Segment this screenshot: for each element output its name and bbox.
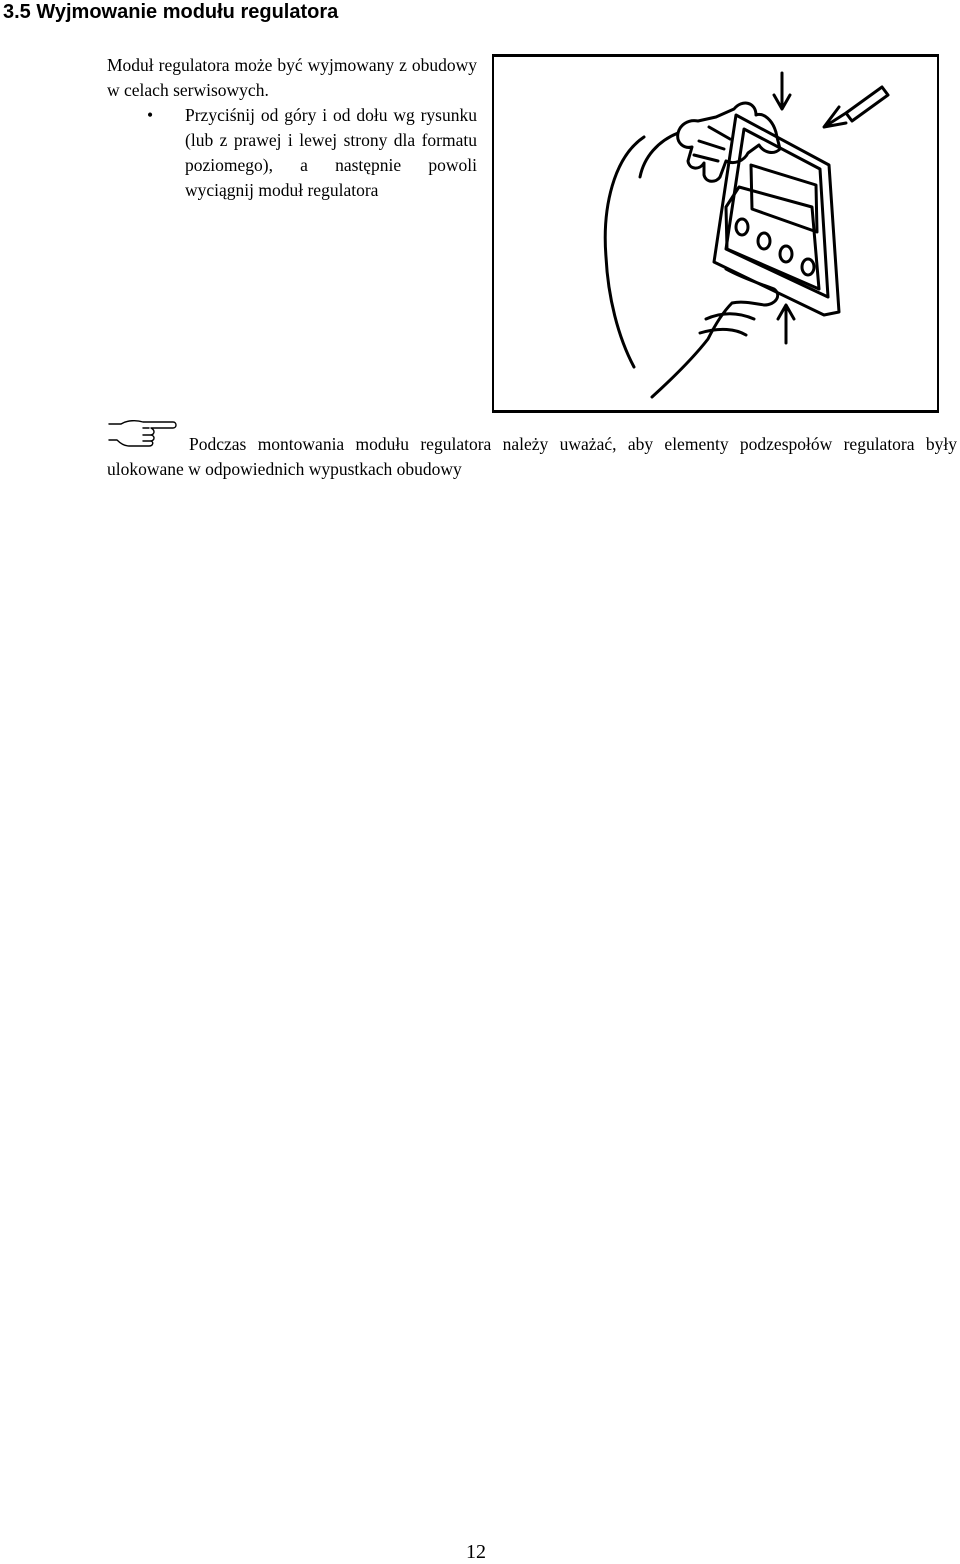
bullet-dot: • bbox=[147, 105, 154, 125]
arrow-diagonal bbox=[824, 87, 888, 127]
upper-hand-wrist bbox=[605, 133, 678, 367]
intro-paragraph: Moduł regulatora może być wyjmowany z obudowy w celach serwisowych. bbox=[107, 55, 477, 100]
button-4 bbox=[802, 259, 814, 275]
arrow-top bbox=[774, 73, 790, 109]
upper-hand-finger-lines bbox=[694, 127, 730, 161]
lower-hand bbox=[652, 269, 778, 397]
page-number bbox=[0, 1540, 960, 1564]
page-number-text: 12 bbox=[466, 1541, 486, 1563]
button-3 bbox=[780, 246, 792, 262]
note-paragraph: Podczas montowania modułu regulatora należy uważać, aby elementy podzespołów regulatora były ulokowane w odpowiednich wypustkach obudowy bbox=[107, 434, 957, 479]
bullet-text: Przyciśnij od góry i od dołu wg rysunku (lub z prawej i lewej strony dla formatu poziomego), a następnie powoli wyciągnij moduł regulatora bbox=[185, 105, 477, 200]
button-2 bbox=[758, 233, 770, 249]
arrow-bottom bbox=[778, 305, 794, 343]
section-heading: 3.5 Wyjmowanie modułu regulatora bbox=[3, 1, 339, 23]
figure-module-removal bbox=[492, 54, 939, 413]
lower-hand-fingers bbox=[700, 314, 754, 335]
button-1 bbox=[736, 219, 748, 235]
hand-removing-module-illustration bbox=[494, 57, 937, 410]
